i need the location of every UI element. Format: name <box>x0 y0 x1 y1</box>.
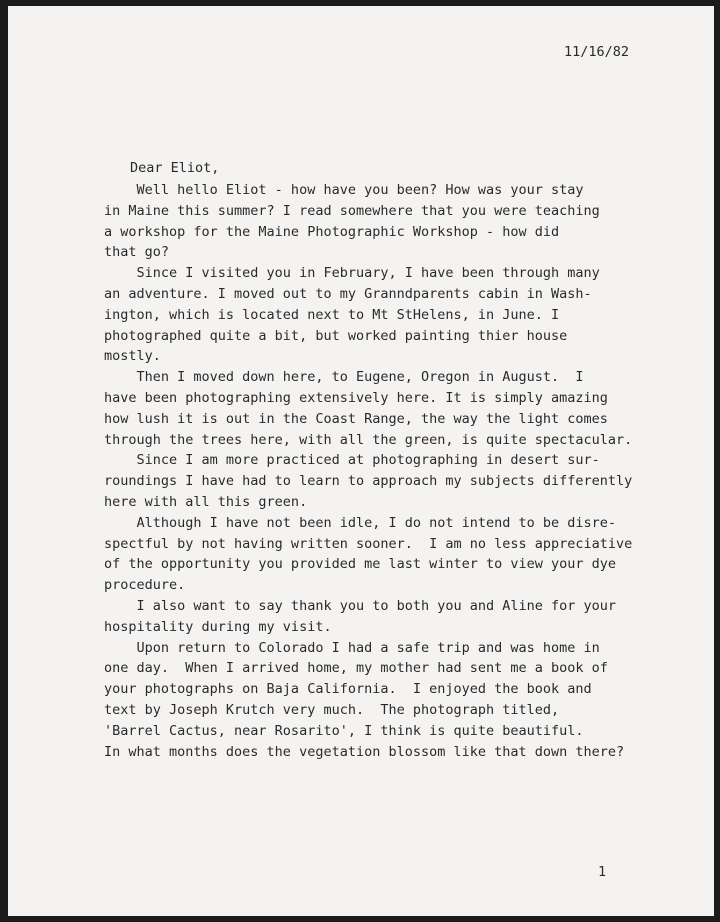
letter-line: Although I have not been idle, I do not intend to be disre- <box>104 514 617 531</box>
letter-greeting: Dear Eliot, <box>130 160 220 176</box>
letter-line: how lush it is out in the Coast Range, the way the light comes <box>104 410 608 427</box>
letter-line: ington, which is located next to Mt StHelens, in June. I <box>104 306 560 323</box>
letter-line: Since I visited you in February, I have been through many <box>104 265 600 282</box>
letter-line: an adventure. I moved out to my Granndparents cabin in Wash- <box>104 286 592 302</box>
letter-line: your photographs on Baja California. I enjoyed the book and <box>104 681 592 698</box>
letter-page <box>8 6 714 916</box>
letter-line: that go? <box>104 244 170 261</box>
letter-line: procedure. <box>104 577 186 594</box>
letter-line: Upon return to Colorado I had a safe trip and was home in <box>104 639 600 656</box>
letter-line: spectful by not having written sooner. I am no less appreciative <box>104 535 633 552</box>
letter-line: here with all this green. <box>104 494 308 510</box>
letter-line: photographed quite a bit, but worked painting thier house <box>104 327 568 344</box>
letter-line: through the trees here, with all the green, is quite spectacular. <box>104 431 633 448</box>
letter-line: have been photographing extensively here. It is simply amazing <box>104 390 608 406</box>
letter-line: one day. When I arrived home, my mother had sent me a book of <box>104 660 608 677</box>
letter-line: 'Barrel Cactus, near Rosarito', I think is quite beautiful. <box>104 722 584 739</box>
page-number: 1 <box>598 864 607 880</box>
letter-line: roundings I have had to learn to approach my subjects differently <box>104 473 633 490</box>
letter-line: I also want to say thank you to both you and Aline for your <box>104 598 617 614</box>
letter-line: Since I am more practiced at photographing in desert sur- <box>104 452 600 469</box>
letter-line: in Maine this summer? I read somewhere that you were teaching <box>104 202 600 219</box>
letter-line: In what months does the vegetation blossom like that down there? <box>104 743 625 760</box>
letter-date: 11/16/82 <box>564 44 630 60</box>
letter-line: hospitality during my visit. <box>104 618 332 635</box>
letter-line: Well hello Eliot - how have you been? How was your stay <box>104 182 584 198</box>
letter-line: Then I moved down here, to Eugene, Oregon in August. I <box>104 369 584 386</box>
letter-line: a workshop for the Maine Photographic Workshop - how did <box>104 223 560 240</box>
letter-line: mostly. <box>104 348 161 365</box>
letter-line: of the opportunity you provided me last winter to view your dye <box>104 556 617 573</box>
letter-line: text by Joseph Krutch very much. The photograph titled, <box>104 702 560 718</box>
